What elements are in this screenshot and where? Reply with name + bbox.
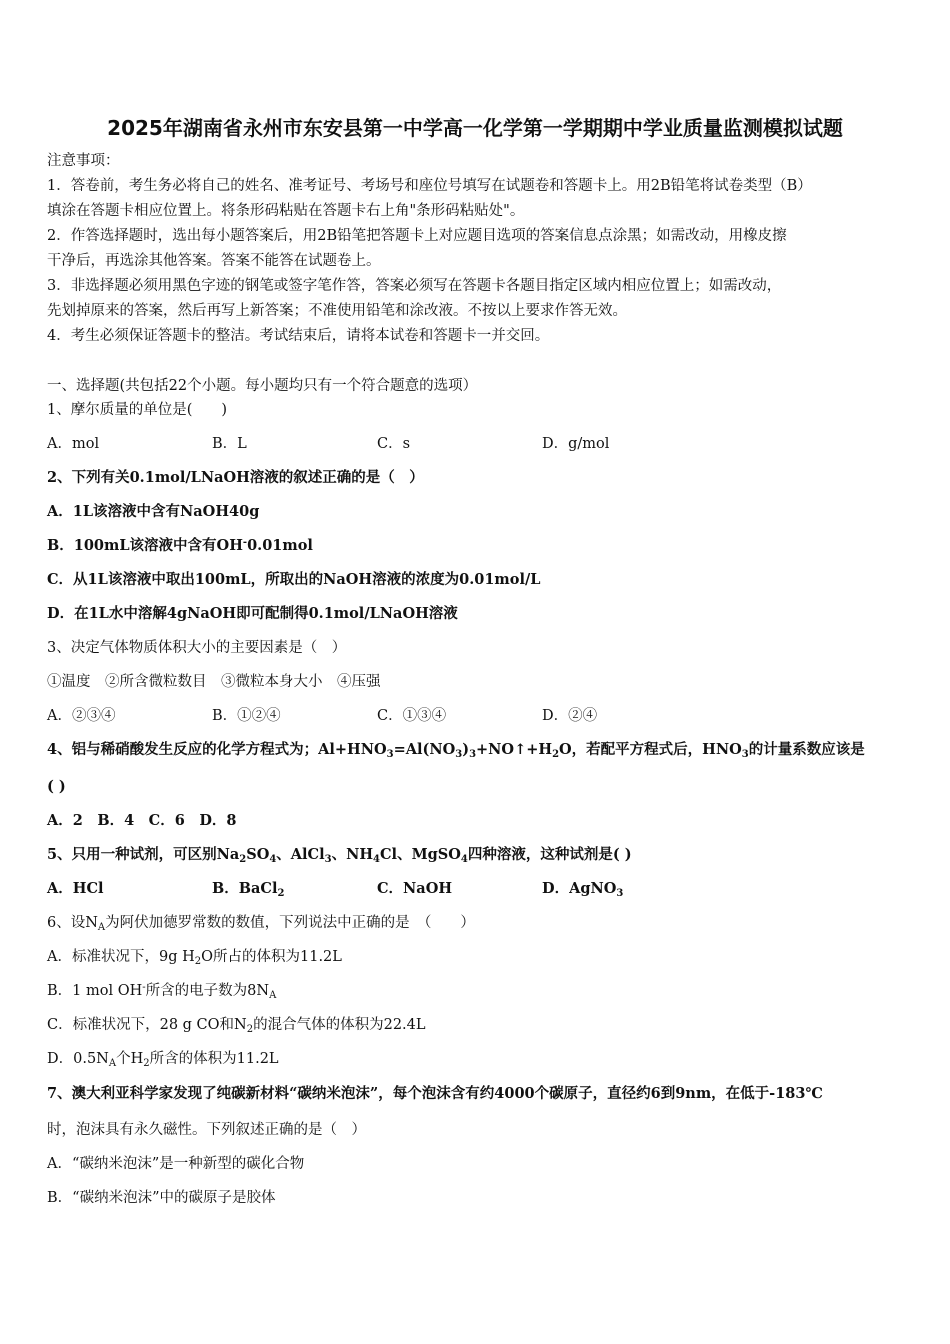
option-a: A．1L该溶液中含有NaOH40g <box>47 503 260 520</box>
option-c: C．标准状况下，28 g CO和$N_2$的混合气体的体积为22.4L <box>47 1017 426 1035</box>
notice-line: 4．考生必须保证答题卡的整洁。考试结束后，请将本试卷和答题卡一并交回。 <box>47 328 550 344</box>
option-c: C．s <box>377 436 411 452</box>
option-a: A．HCl <box>47 880 104 897</box>
option-c: C．从1L该溶液中取出100mL，所取出的NaOH溶液的浓度为0.01mol/L <box>47 571 541 588</box>
option-c: C．①③④ <box>377 708 447 724</box>
question-stem: 3、决定气体物质体积大小的主要因素是（ ） <box>47 640 347 656</box>
question-stem: 1、摩尔质量的单位是( ) <box>47 402 228 418</box>
option-d: D．AgNO$_3$ <box>542 880 624 899</box>
notice-line: 填涂在答题卡相应位置上。将条形码粘贴在答题卡右上角"条形码粘贴处"。 <box>47 203 525 219</box>
question-stem: 7、澳大利亚科学家发现了纯碳新材料“碳纳米泡沫”，每个泡沫含有约4000个碳原子，直径约6到9nm，在低于-183℃ <box>47 1085 823 1102</box>
section-heading: 一、选择题(共包括22个小题。每小题均只有一个符合题意的选项） <box>47 378 478 394</box>
option-a: A．mol <box>47 436 100 452</box>
option-d: D．g/mol <box>542 436 610 452</box>
options-row: A．2 B．4 C．6 D．8 <box>47 812 237 829</box>
question-stem: 4、铝与稀硝酸发生反应的化学方程式为；$Al+HNO_3=Al(NO_3)_3+NO↑+H_2O$，若配平方程式后，$HNO_3$的计量系数应该是 <box>47 741 865 760</box>
notice-line: 3．非选择题必须用黑色字迹的钢笔或签字笔作答，答案必须写在答题卡各题目指定区域内相应位置上；如需改动， <box>47 278 782 294</box>
option-a: A．标准状况下，9g $H_2O$所占的体积为11.2L <box>47 949 342 967</box>
page-title: 2025年湖南省永州市东安县第一中学高一化学第一学期期中学业质量监测模拟试题 <box>107 116 843 140</box>
answer-blank: ( ) <box>47 778 66 795</box>
notice-line: 1．答卷前，考生务必将自己的姓名、准考证号、考场号和座位号填写在试题卷和答题卡上。用2B铅笔将试卷类型（B） <box>47 178 812 194</box>
question-stem: 5、只用一种试剂，可区别$Na_2SO_4$、AlCl$_3$、$NH_4Cl$、MgSO$_4$四种溶液，这种试剂是( ) <box>47 846 632 865</box>
question-stem: 2、下列有关0.1mol/LNaOH溶液的叙述正确的是（ ） <box>47 469 424 486</box>
option-d: D．$0.5N_A$个$H_2$所含的体积为11.2L <box>47 1051 279 1069</box>
notice-line: 干净后，再选涂其他答案。答案不能答在试题卷上。 <box>47 253 381 269</box>
option-c: C．NaOH <box>377 880 453 897</box>
option-b: B．BaCl$_2$ <box>212 880 285 899</box>
question-stem-cont: 时，泡沫具有永久磁性。下列叙述正确的是（ ） <box>47 1122 366 1138</box>
option-b: B．100mL该溶液中含有OH-0.01mol <box>47 537 313 554</box>
option-b: B．①②④ <box>212 708 281 724</box>
option-a: A．②③④ <box>47 708 116 724</box>
question-stem: 6、设$N_A$为阿伏加德罗常数的数值，下列说法中正确的是 （ ） <box>47 915 475 933</box>
option-a: A．“碳纳米泡沫”是一种新型的碳化合物 <box>47 1156 305 1172</box>
notice-line: 先划掉原来的答案，然后再写上新答案；不准使用铅笔和涂改液。不按以上要求作答无效。 <box>47 303 627 319</box>
option-b: B．L <box>212 436 247 452</box>
question-factors: ①温度 ②所含微粒数目 ③微粒本身大小 ④压强 <box>47 674 381 690</box>
option-b: B．“碳纳米泡沫”中的碳原子是胶体 <box>47 1190 276 1206</box>
option-d: D．在1L水中溶解4gNaOH即可配制得0.1mol/LNaOH溶液 <box>47 605 458 622</box>
notice-line: 2．作答选择题时，选出每小题答案后，用2B铅笔把答题卡上对应题目选项的答案信息点涂黑；如需改动，用橡皮擦 <box>47 228 787 244</box>
option-b: B．1 mol OH-所含的电子数为$8N_A$ <box>47 982 277 1001</box>
option-d: D．②④ <box>542 708 598 724</box>
notice-heading: 注意事项： <box>47 153 120 169</box>
